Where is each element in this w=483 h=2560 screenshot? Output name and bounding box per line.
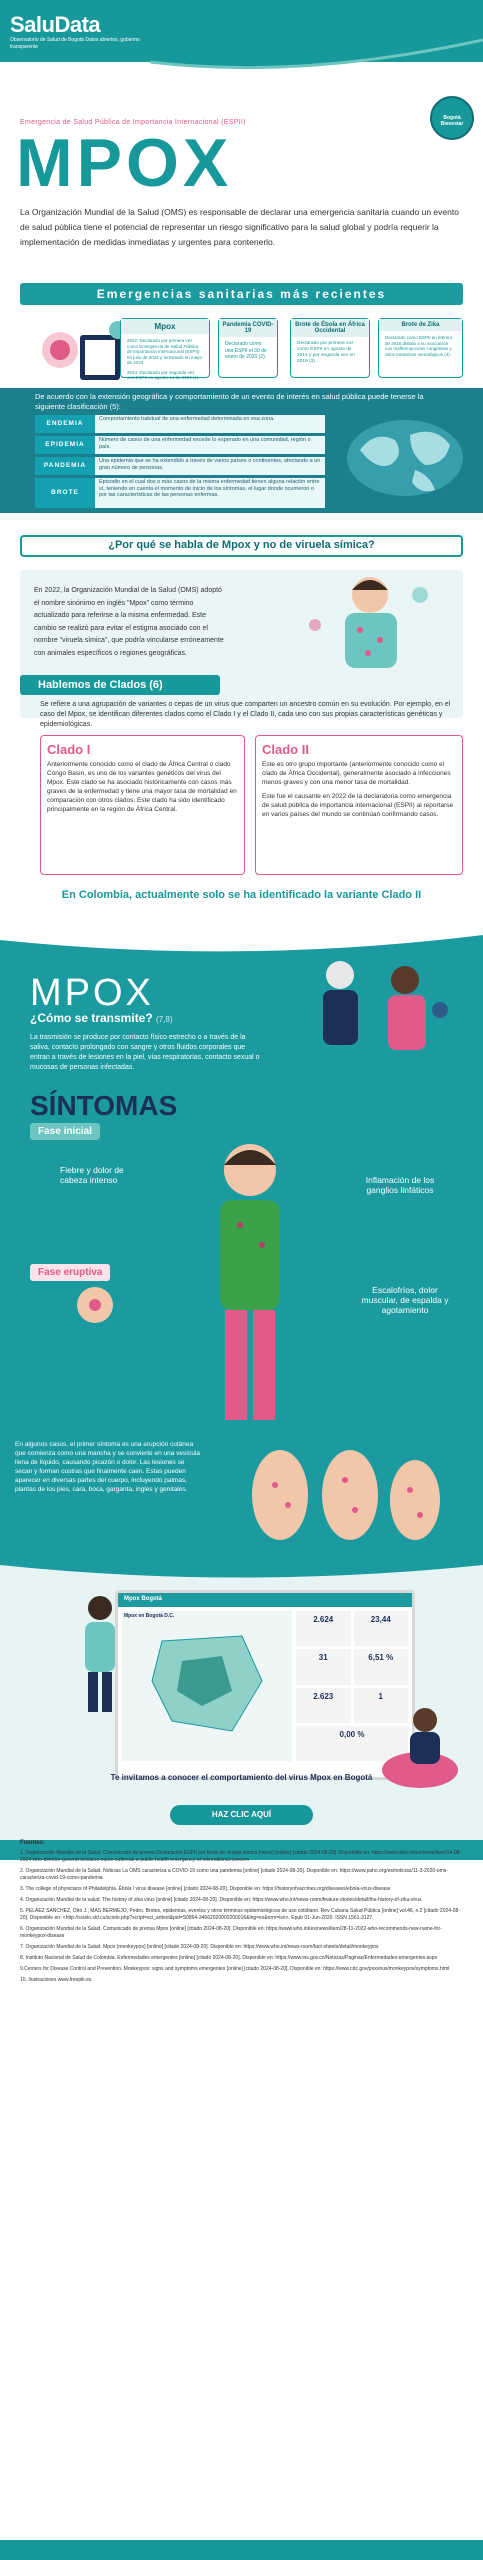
dashboard-cta-text: Te invitamos a conocer el comportamiento del virus Mpox en Bogotá xyxy=(110,1773,373,1782)
dashboard-preview[interactable] xyxy=(115,1590,415,1780)
symptoms-title: SÍNTOMAS xyxy=(30,1090,178,1121)
source-item: 10. Ilustraciones www.freepik.es xyxy=(20,1977,92,1983)
footer-strip xyxy=(0,2540,483,2560)
transmission-subtitle-text: ¿Cómo se transmite? xyxy=(30,1011,153,1025)
source-item[interactable]: 4. Organización Mundial de la salud. The history of zika virus [online] [citado 2024-08-20]. Disponible en: https://www.who.int/news-room/feature-stories/detail/the-history-of-zika-virus xyxy=(20,1897,422,1903)
eruptive-phase-paragraph: En algunos casos, el primer síntoma es una erupción cutánea que comienza como una mancha y se convierte en una vesícula llena de líquido, causando picazón o dolor. Las lesiones se secan y forman costras que finalmente caen. Estas pueden aparecer en diversas partes del cuerpo, incluyendo palmas, plantas de los pies, cara, boca, garganta, ingles y genitales. xyxy=(15,1441,200,1493)
clade-1-text: Anteriormente conocido como el clado de África Central o clado Congo Basin, es uno de los variantes genéticos del virus del Mpox. Este clado se ha asociado históricamente con casos más graves de la enfermedad y tiene una mayor tasa de mortalidad en comparación con otros clados. Este clado ha sido identificado principalmente en la región de África Central. xyxy=(47,761,237,813)
source-item[interactable]: 2. Organización Mundial de la Salud. Noticias La OMS caracteriza a COVID-19 como una pandemia [online] [citado 2024-08-20]. Disponible en: https://www.paho.org/es/noticias/11-3-2020-oms-caracteriza-covid-19-como-pandemia xyxy=(20,1868,448,1881)
source-item[interactable]: 1. Organización Mundial de la Salud. Comunicado de prensa Declaración ESPII por brote de viruela símica (mpox) [online] [citado 2024-08-20]. Disponible en: https://www.who.int/es/news/item/14-08-2024-who-director-general-declares-mpox-outbreak-a-public-health-emergency-of-international-concern xyxy=(20,1850,462,1863)
dashboard-map-title: Mpox en Bogotá D.C. xyxy=(124,1613,175,1619)
symptomatic-person-illustration-icon xyxy=(180,1130,320,1430)
covid-card xyxy=(218,318,278,378)
world-map-icon xyxy=(340,410,470,505)
covid-card-text: Declarado como una ESPII el 30 de enero de 2020 (2). xyxy=(225,341,267,360)
source-item[interactable]: 8. Instituto Nacional de Salud de Colombia. Enfermedades emergentes [online] [citado 2024-08-20]. Disponible en: https://www.ins.gov.co/Noticias/Paginas/Enfermedades-emergentes.aspx xyxy=(20,1955,438,1961)
person-with-laptop-illustration-icon xyxy=(70,1590,130,1720)
mpox-card-text-2: 2024: Declarado por segunda vez con ESPII en agosto 14 de 2024 (1). xyxy=(127,369,200,380)
clade-1-card xyxy=(40,735,245,875)
bogota-map-icon xyxy=(122,1621,292,1741)
source-item[interactable]: 3. The college of physicians of Philadelphia. Ébola / virus disease [online] [citado 2024-08-20]. Disponible en: https://historyofvaccines.org/diseases/ebola-virus-disease xyxy=(20,1886,391,1892)
source-item[interactable]: 6. Organización Mundial de la Salud. Comunicado de prensa Mpox [online] [citado 2024-08-20]. Disponible en: https://www.who.int/es/news/item/28-11-2022-who-recommends-new-name-for-monkeypox-disease xyxy=(20,1926,442,1939)
symptom-fever: Fiebre y dolor de cabeza intenso xyxy=(60,1165,124,1185)
classification-text: Comportamiento habitual de una enfermedad determinada en esa zona. xyxy=(95,415,325,433)
kpi-value: 1 xyxy=(354,1688,409,1723)
kpi-value: 2.623 xyxy=(296,1688,351,1723)
kpi-value: 2.624 xyxy=(296,1611,351,1646)
source-item[interactable]: 9.Centers for Disease Control and Prevention. Monkeypox: signs and symptoms emergentes [online] [citado 2024-08-20]. Disponible en: https://www.cdc.gov/poxvirus/monkeypox/symptoms.html xyxy=(20,1966,450,1972)
classification-table xyxy=(35,415,325,508)
kpi-value: 6,51 % xyxy=(354,1649,409,1684)
why-paragraph: En 2022, la Organización Mundial de la Salud (OMS) adoptó el nombre sinónimo en inglés "Mpox" como término actualizado para referirse a la misma enfermedad. Este cambio se realizó para evitar el estigma asociado con el nombre "viruela símica", que podría vincularse erróneamente con animales específicos o regiones geográficas. xyxy=(34,587,224,657)
click-here-button[interactable]: HAZ CLIC AQUÍ xyxy=(170,1805,313,1825)
kpi-value: 0,00 % xyxy=(296,1726,408,1761)
people-illustration-icon xyxy=(290,950,460,1060)
table-row xyxy=(35,478,325,508)
hands-feet-rash-illustration-icon xyxy=(230,1440,450,1550)
zika-card-text: Declarado como ESPII en febrero de 2016 debido a su asociación con malformaciones congénitas y otros trastornos neurológicos (4). xyxy=(385,335,453,357)
zika-card-title: Brote de Zika xyxy=(379,319,462,331)
classification-text: Número de casos de una enfermedad excede lo esperado en una comunidad, región o país. xyxy=(95,436,325,454)
salu-data-logo[interactable]: SaluData xyxy=(10,12,101,37)
mpox-card-text-1: 2022: Declarado por primera vez como Emergencia de Salud Pública de Importancia Internacional (ESPII) en julio de 2022 y terminado en mayo de 2023. xyxy=(127,338,203,365)
mpox-card xyxy=(120,318,210,378)
covid-card-title: Pandemia COVID-19 xyxy=(219,319,277,337)
why-title: ¿Por qué se habla de Mpox y no de viruela símica? xyxy=(108,539,375,551)
ebola-card-title: Brote de Ébola en África Occidental xyxy=(291,319,369,337)
classification-label: PANDEMIA xyxy=(35,457,95,475)
table-row xyxy=(35,457,325,475)
sources-title: Fuentes: xyxy=(20,1840,46,1846)
source-item[interactable]: 5. PELÁEZ SÁNCHEZ, Otto J.; MAS BERMEJO, Pedro. Brotes, epidemias, eventos y otros términos epidemiológicos de uso cotidiano. Rev Cubana Salud Pública [online] vol.46, n.2 [citado 2024-08-20]. Disponible en: <http://scielo.sld.cu/scielo.php?script=sci_arttext&pid=S0864-34662020000200016&lng=es&nrm=iso>. Epub 01-Jun-2020. ISSN 1561-3127. xyxy=(20,1908,460,1921)
transmission-title: MPOX xyxy=(30,972,154,1014)
classification-label: EPIDEMIA xyxy=(35,436,95,454)
classification-text: Episodio en el cual dos o más casos de la misma enfermedad tienen alguna relación entre sí, teniendo en cuenta el momento de inicio de los síntomas, el lugar donde ocurrieron o por las características de las personas enfermas. xyxy=(95,478,325,508)
header-wave xyxy=(150,0,483,80)
clade-2-card xyxy=(255,735,463,875)
classification-title: De acuerdo con la extensión geográfica y comportamiento de un evento de interés en salud pública puede tenerse la siguiente clasificación (5): xyxy=(35,392,424,411)
ebola-card xyxy=(290,318,370,378)
bogota-seal-icon: Bogotá Bienestar xyxy=(430,96,474,140)
table-row xyxy=(35,436,325,454)
clade-2-text-1: Este es otro grupo importante (anteriormente conocido como el clado de África Occidental), generalmente asociado a infecciones menos graves y con una menor tasa de mortalidad. xyxy=(262,761,451,786)
mpox-card-title: Mpox xyxy=(121,319,209,334)
eyebrow-text: Emergencia de Salud Pública de Importancia Internacional (ESPII) xyxy=(20,119,246,126)
emergencies-title: Emergencias sanitarias más recientes xyxy=(96,287,387,301)
clade-2-text-2: Este fue el causante en 2022 de la declaratoria como emergencia de salud pública de importancia internacional (ESPII) al reportarse en varios países del mundo se continúan confirmando casos. xyxy=(262,793,454,818)
clades-title: Hablemos de Clados (6) xyxy=(38,679,163,691)
source-item[interactable]: 7. Organización Mundial de la Salud. Mpox (monkeypox) [online] [citado 2024-08-20]. Disponible en: https://www.who.int/news-room/fact-sheets/detail/monkeypox xyxy=(20,1944,379,1950)
logo-subtitle: Observatorio de Salud de Bogotá Datos abiertos, gobierno transparente xyxy=(10,37,140,50)
colombia-highlight: En Colombia, actualmente solo se ha identificado la variante Clado II xyxy=(61,889,422,901)
sources-section xyxy=(20,1840,463,1988)
sick-person-illustration-icon xyxy=(290,565,440,675)
transmission-paragraph: La trasmisión se produce por contacto físico estrecho o a través de la saliva, contacto prolongado con sangre y otros fluidos corporales que entran a través de lesiones en la piel, vías respiratorias, contacto sexual o mucosas de personas infectadas. xyxy=(30,1034,260,1071)
clades-intro: Se refiere a una agrupación de variantes o cepas de un virus que comparten un ancestro común en su evolución. Por ejemplo, en el caso del Mpox, se identifican diferentes clados como el Clado I y el Clado II, cada uno con sus propias características genéticas y epidemiológicas. xyxy=(40,701,451,728)
phase-initial-label: Fase inicial xyxy=(30,1123,100,1140)
symptom-lymph-nodes: Inflamación de los ganglios linfáticos xyxy=(365,1175,435,1195)
ebola-card-text: Declarado por primera vez como ESPII en agosto de 2014 y por segunda vez en 2019 (3). xyxy=(297,341,355,364)
dashboard-map xyxy=(122,1611,292,1761)
transmission-subtitle xyxy=(30,1011,173,1025)
clade-1-title: Clado I xyxy=(47,742,91,757)
classification-label: ENDEMIA xyxy=(35,415,95,433)
transmission-ref: (7,8) xyxy=(156,1015,173,1024)
dashboard-preview-header: Mpox Bogotá xyxy=(118,1593,412,1607)
kpi-value: 31 xyxy=(296,1649,351,1684)
symptom-chills: Escalofríos, dolor muscular, de espalda y agotamiento xyxy=(361,1285,449,1315)
page-title: MPOX xyxy=(16,125,233,201)
clade-2-title: Clado II xyxy=(262,742,309,757)
intro-paragraph: La Organización Mundial de la Salud (OMS) es responsable de declarar una emergencia sanitaria cuando un evento de salud pública tiene el potencial de representar un riesgo significativo para la salud global y podría requerir la implementación de medidas inmediatas y urgentes para contenerlo. xyxy=(20,207,459,247)
zika-card xyxy=(378,318,463,378)
table-row xyxy=(35,415,325,433)
rash-closeup-icon xyxy=(75,1285,115,1325)
kpi-value: 23,44 xyxy=(354,1611,409,1646)
phase-eruptive-label: Fase eruptiva xyxy=(30,1264,110,1281)
classification-label: BROTE xyxy=(35,478,95,508)
classification-text: Una epidemia que se ha extendido a través de varios países o continentes, afectando a un gran número de personas. xyxy=(95,457,325,475)
